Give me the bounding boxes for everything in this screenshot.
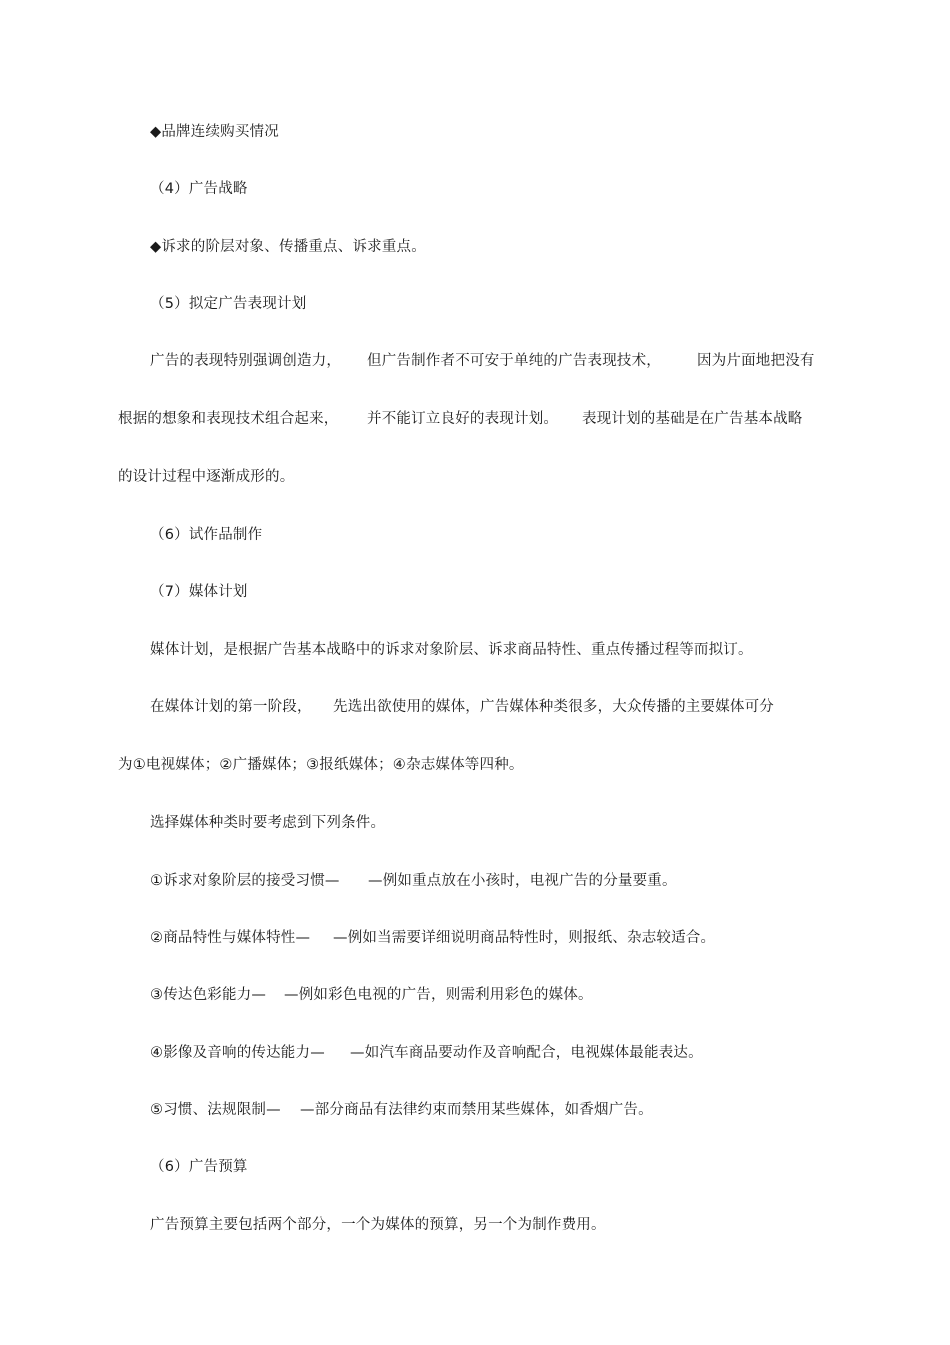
paragraph-media-plan: 媒体计划，是根据广告基本战略中的诉求对象阶层、诉求商品特性、重点传播过程等而拟订。	[150, 642, 753, 658]
bullet-brand-repurchase: ◆品牌连续购买情况	[150, 124, 279, 140]
condition-label: ①诉求对象阶层的接受习惯—	[150, 873, 340, 889]
text-segment: 根据的想象和表现技术组合起来，	[118, 411, 339, 427]
paragraph-media-stage-line-2: 为①电视媒体；②广播媒体；③报纸媒体；④杂志媒体等四种。	[118, 757, 524, 773]
heading-media-plan: （7）媒体计划	[150, 584, 248, 600]
text-segment: 广告的表现特别强调创造力，	[150, 353, 342, 369]
text-segment: 在媒体计划的第一阶段，	[150, 699, 312, 715]
bullet-appeal-targets: ◆诉求的阶层对象、传播重点、诉求重点。	[150, 239, 426, 255]
text-segment: 并不能订立良好的表现计划。	[367, 411, 559, 427]
heading-ad-strategy: （4）广告战略	[150, 181, 248, 197]
text-segment: 先选出欲使用的媒体，广告媒体种类很多，大众传播的主要媒体可分	[333, 699, 774, 715]
condition-detail: —部分商品有法律约束而禁用某些媒体，如香烟广告。	[300, 1102, 653, 1118]
condition-detail: —例如重点放在小孩时，电视广告的分量要重。	[368, 873, 677, 889]
paragraph-budget: 广告预算主要包括两个部分，一个为媒体的预算，另一个为制作费用。	[150, 1217, 606, 1233]
paragraph-expression-line-3: 的设计过程中逐渐成形的。	[118, 469, 295, 485]
condition-detail: —例如彩色电视的广告，则需利用彩色的媒体。	[284, 987, 593, 1003]
text-segment: 表现计划的基础是在广告基本战略	[582, 411, 803, 427]
condition-label: ③传达色彩能力—	[150, 987, 267, 1003]
paragraph-conditions-intro: 选择媒体种类时要考虑到下列条件。	[150, 815, 386, 831]
heading-trial-production: （6）试作品制作	[150, 527, 263, 543]
text-segment: 因为片面地把没有	[697, 353, 815, 369]
heading-ad-budget: （6）广告预算	[150, 1159, 248, 1175]
condition-label: ④影像及音响的传达能力—	[150, 1045, 325, 1061]
condition-label: ②商品特性与媒体特性—	[150, 930, 311, 946]
condition-detail: —例如当需要详细说明商品特性时，则报纸、杂志较适合。	[333, 930, 716, 946]
text-segment: 但广告制作者不可安于单纯的广告表现技术，	[367, 353, 661, 369]
heading-expression-plan: （5）拟定广告表现计划	[150, 296, 307, 312]
condition-detail: —如汽车商品要动作及音响配合，电视媒体最能表达。	[350, 1045, 703, 1061]
condition-label: ⑤习惯、法规限制—	[150, 1102, 281, 1118]
